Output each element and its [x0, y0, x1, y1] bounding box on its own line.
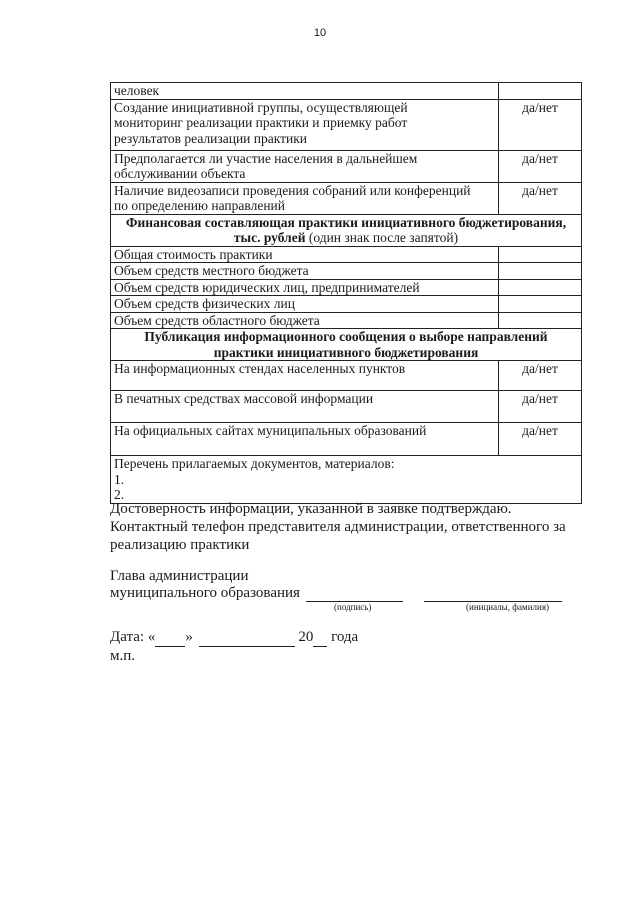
publication-row-value: да/нет [499, 361, 582, 391]
table-row [111, 263, 582, 280]
publication-row-label: На информационных стендах населенных пунктов [111, 361, 499, 391]
finance-row-label: Объем средств юридических лиц, предпринимателей [111, 279, 499, 296]
finance-row-label: Объем средств областного бюджета [111, 312, 499, 329]
year-blank [313, 646, 327, 647]
year-prefix: 20 [298, 629, 314, 645]
table-row [111, 99, 582, 150]
date-block [110, 628, 358, 666]
month-blank [199, 646, 295, 647]
table-row [111, 296, 582, 313]
finance-row-value [499, 263, 582, 280]
table-row [111, 391, 582, 423]
row-people-label: человек [111, 83, 499, 100]
signature-block [110, 568, 562, 602]
date-suffix: года [327, 629, 359, 645]
page-number: 10 [313, 27, 327, 39]
publication-row-value: да/нет [499, 391, 582, 423]
documents-row [111, 456, 582, 504]
finance-row-value [499, 246, 582, 263]
table-row [111, 246, 582, 263]
finance-row-value [499, 279, 582, 296]
finance-row-value [499, 296, 582, 313]
publication-row-label: В печатных средствах массовой информации [111, 391, 499, 423]
signature-title: Глава администрации [110, 568, 249, 584]
confirmation-text: Достоверность информации, указанной в заявке подтверждаю. [110, 501, 512, 517]
name-caption: (инициалы, фамилия) [466, 602, 549, 612]
contact-line: реализацию практики [110, 537, 250, 553]
row-participation-value: да/нет [499, 150, 582, 182]
finance-row-value [499, 312, 582, 329]
documents-list: Перечень прилагаемых документов, материалов: 1. 2. [111, 456, 582, 504]
row-video-label: Наличие видеозаписи проведения собраний или конференций по определению направлений [111, 182, 499, 214]
finance-row-label: Объем средств физических лиц [111, 296, 499, 313]
application-table [110, 82, 582, 504]
finance-row-label: Объем средств местного бюджета [111, 263, 499, 280]
publication-header: Публикация информационного сообщения о выборе направлений практики инициативного бюджетирования [111, 329, 582, 361]
signature-caption: (подпись) [334, 602, 372, 612]
row-group-label: Создание инициативной группы, осуществляющей мониторинг реализации практики и приемку работ результатов реализации практики [111, 99, 499, 150]
publication-header-row [111, 329, 582, 361]
contact-line: Контактный телефон представителя администрации, ответственного за [110, 519, 566, 535]
table-row [111, 279, 582, 296]
row-group-value: да/нет [499, 99, 582, 150]
publication-row-label: На официальных сайтах муниципальных образований [111, 423, 499, 456]
confirmation-block [110, 500, 590, 554]
finance-header-row [111, 214, 582, 246]
stamp-place: м.п. [110, 648, 136, 664]
table-row [111, 361, 582, 391]
date-prefix: Дата: « [110, 629, 156, 645]
table-row [111, 182, 582, 214]
finance-row-label: Общая стоимость практики [111, 246, 499, 263]
day-blank [155, 646, 185, 647]
finance-header: Финансовая составляющая практики инициативного бюджетирования, тыс. рублей (один знак после запятой) [111, 214, 582, 246]
table-row [111, 150, 582, 182]
row-participation-label: Предполагается ли участие населения в дальнейшем обслуживании объекта [111, 150, 499, 182]
signature-subtitle: муниципального образования [110, 585, 300, 601]
table-row [111, 423, 582, 456]
table-row [111, 83, 582, 100]
date-mid: » [185, 629, 193, 645]
publication-row-value: да/нет [499, 423, 582, 456]
table-row [111, 312, 582, 329]
row-video-value: да/нет [499, 182, 582, 214]
